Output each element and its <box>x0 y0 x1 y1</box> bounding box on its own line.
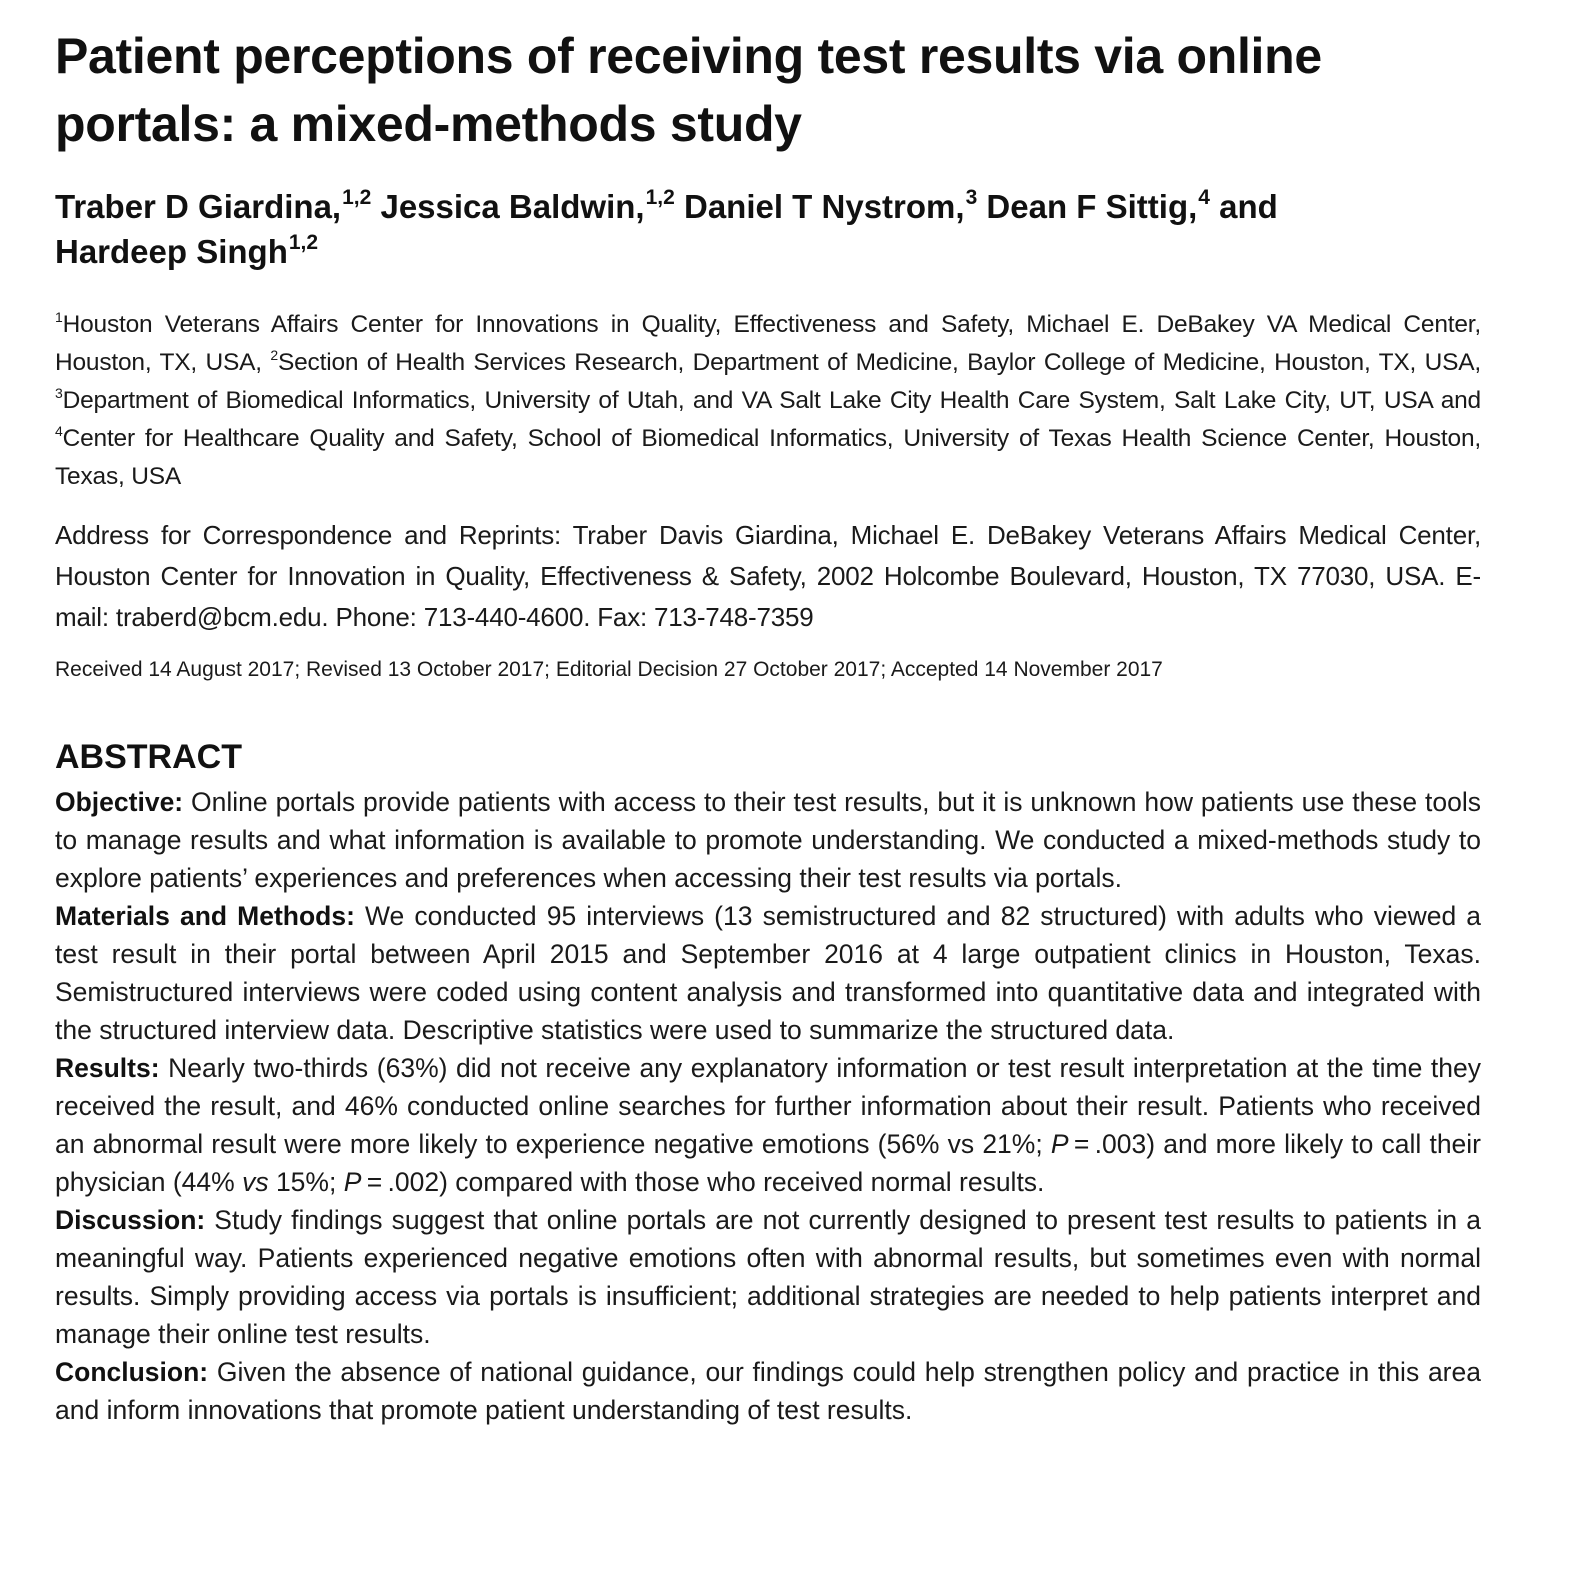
section-label: Materials and Methods: <box>55 901 355 931</box>
author-affiliation-ref: 1,2 <box>288 231 319 254</box>
author-affiliation-ref: 1,2 <box>645 186 675 209</box>
affiliation: $^1$Houston Veterans Affairs Center for Innovations in Quality, Effectiveness and Safety, Michael E. DeBakey VA Medical Center, Houston, TX, USA, <box>55 309 1481 376</box>
author-affiliation-ref: 1,2 <box>342 186 372 209</box>
author-conjunction: and <box>1219 188 1278 225</box>
author: Hardeep Singh$^{1,2}$ <box>55 231 319 270</box>
affiliation: $^2$Section of Health Services Research, Department of Medicine, Baylor College of Medicine, Houston, TX, USA, <box>270 347 1481 376</box>
abstract-results: Results: Nearly two-thirds (63%) did not receive any explanatory information or test result interpretation at the time they received the result, and 46% conducted online searches for further information about their result. Patients who received an abnormal result were more likely to experience negative emotions (56% vs 21%; P = .003) and more likely to call their physician (44% vs 15%; P = .002) compared with those who received normal results. <box>55 1053 1482 1197</box>
section-label: Objective: <box>55 787 184 817</box>
affiliations <box>55 306 1481 496</box>
section-label: Results: <box>55 1053 160 1083</box>
abstract-objective: Objective: Online portals provide patients with access to their test results, but it is unknown how patients use these tools to manage results and what information is available to promote understanding. We conducted a mixed-methods study to explore patients’ experiences and preferences when accessing their test results via portals. <box>55 787 1481 893</box>
abstract-conclusion: Conclusion: Given the absence of national guidance, our findings could help strengthen policy and practice in this area and inform innovations that promote patient understanding of test results. <box>55 1357 1481 1425</box>
affiliation: $^3$Department of Biomedical Informatics, University of Utah, and VA Salt Lake City Health Care System, Salt Lake City, UT, USA and <box>55 385 1481 414</box>
section-label: Discussion: <box>55 1205 206 1235</box>
author: Jessica Baldwin,$^{1,2}$ <box>380 186 675 225</box>
article-history-dates: Received 14 August 2017; Revised 13 October 2017; Editorial Decision 27 October 2017; Accepted 14 November 2017 <box>55 658 1163 681</box>
affiliation: $^4$Center for Healthcare Quality and Safety, School of Biomedical Informatics, University of Texas Health Science Center, Houston, Texas, USA <box>55 423 1481 490</box>
abstract-discussion: Discussion: Study findings suggest that online portals are not currently designed to present test results to patients in a meaningful way. Patients experienced negative emotions often with abnormal results, but sometimes even with normal results. Simply providing access via portals is insufficient; additional strategies are needed to help patients interpret and manage their online test results. <box>55 1205 1481 1349</box>
section-label: Conclusion: <box>55 1357 209 1387</box>
author: Daniel T Nystrom,$^3$ <box>683 186 978 225</box>
author-list <box>55 184 1495 274</box>
author-affiliation-ref: 3 <box>965 186 978 209</box>
correspondence-address: Address for Correspondence and Reprints: Traber Davis Giardina, Michael E. DeBakey Veterans Affairs Medical Center, Houston Center for Innovation in Quality, Effectiveness & Safety, 2002 Holcombe Boulevard, Houston, TX 77030, USA. E-mail: traberd@bcm.edu. Phone: 713-440-4600. Fax: 713-748-7359 <box>55 520 1481 632</box>
abstract-methods: Materials and Methods: We conducted 95 interviews (13 semistructured and 82 structured) with adults who viewed a test result in their portal between April 2015 and September 2016 at 4 large outpatient clinics in Houston, Texas. Semistructured interviews were coded using content analysis and transformed into quantitative data and integrated with the structured interview data. Descriptive statistics were used to summarize the structured data. <box>55 901 1481 1045</box>
author-affiliation-ref: 4 <box>1198 186 1210 209</box>
author: Traber D Giardina,$^{1,2}$ <box>55 186 372 225</box>
article-title: Patient perceptions of receiving test results via online portals: a mixed-methods study <box>55 28 1322 152</box>
author: Dean F Sittig,$^4$ <box>986 186 1210 225</box>
abstract-heading: ABSTRACT <box>55 738 242 776</box>
